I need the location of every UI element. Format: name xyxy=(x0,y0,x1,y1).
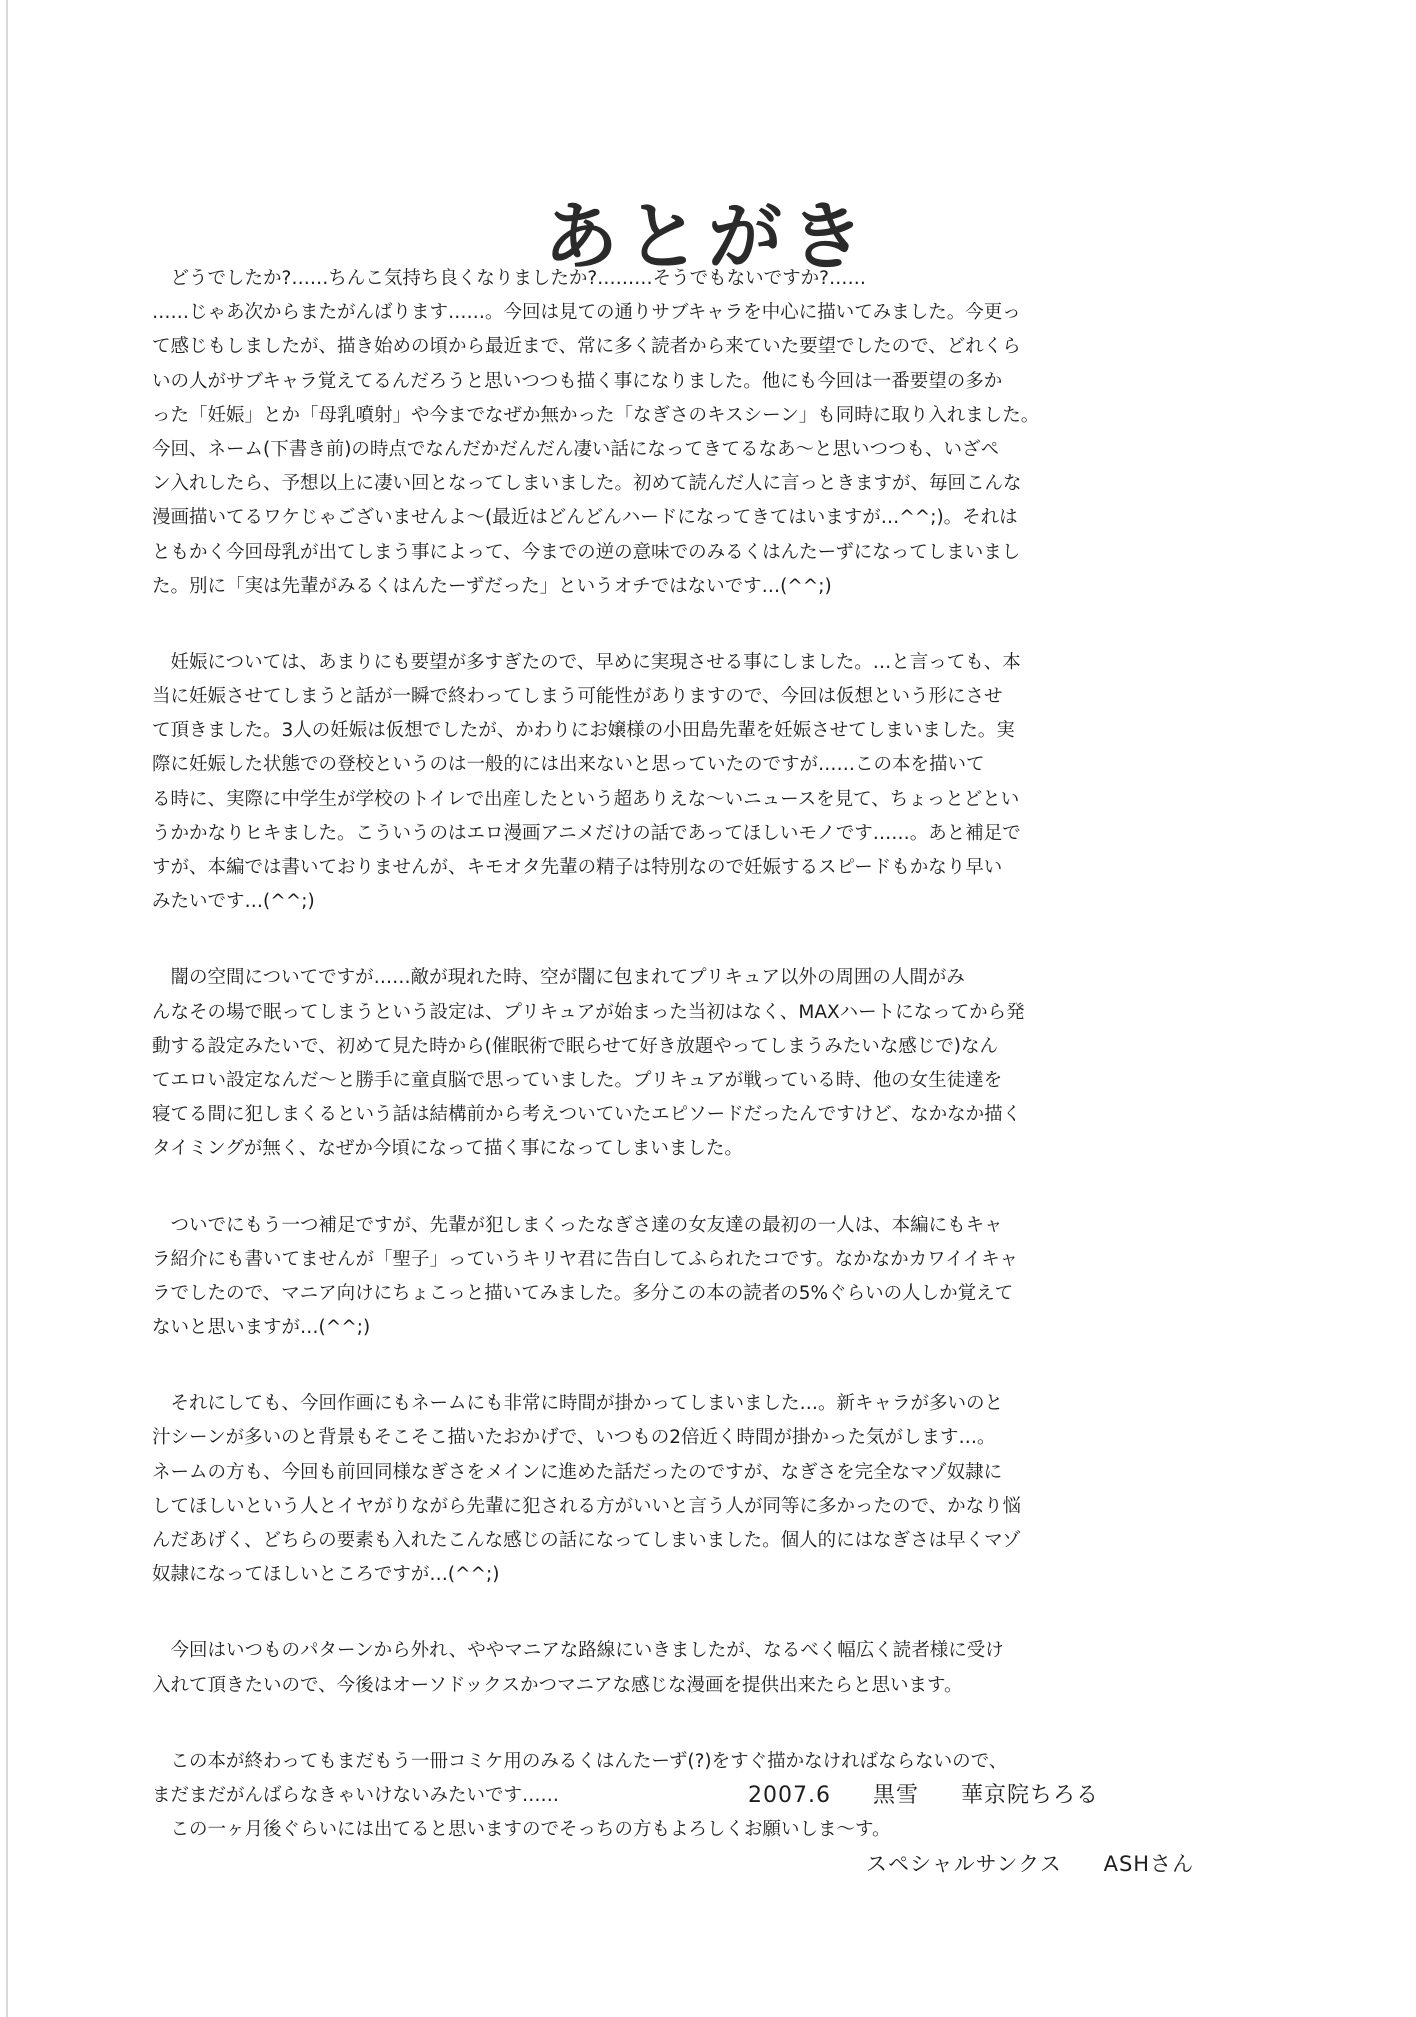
paragraph xyxy=(152,646,1264,920)
text-line: うかかなりヒキました。こういうのはエロ漫画アニメだけの話であってほしいモノです……。あと補足で xyxy=(152,822,1021,844)
text-line: どうでしたか?……ちんこ気持ち良くなりましたか?………そうでもないですか?…… xyxy=(152,268,866,289)
text-line: ラ紹介にも書いてませんが「聖子」っていうキリヤ君に告白してふられたコです。なかなかカワイイキャ xyxy=(152,1248,1019,1270)
text-line: ラでしたので、マニア向けにちょこっと描いてみました。多分この本の読者の5%ぐらいの人しか覚えて xyxy=(152,1282,1014,1304)
text-line: 汁シーンが多いのと背景もそこそこ描いたおかげで、いつもの2倍近く時間が掛かった気がします…。 xyxy=(152,1427,996,1449)
signature-date: 2007.6 xyxy=(748,1783,831,1808)
text-line: 闇の空間についてですが……敵が現れた時、空が闇に包まれてプリキュア以外の周囲の人間がみ xyxy=(152,967,965,989)
signature-circle: 黒雪 xyxy=(872,1783,919,1808)
text-line: る時に、実際に中学生が学校のトイレで出産したという超ありえな〜いニュースを見て、ちょっとどとい xyxy=(152,788,1020,810)
text-line: 妊娠については、あまりにも要望が多すぎたので、早めに実現させる事にしました。…と言っても、本 xyxy=(152,651,1021,673)
text-line: 寝てる間に犯しまくるという話は結構前から考えついていたエピソードだったんですけど、なかなか描く xyxy=(152,1104,1022,1126)
special-thanks xyxy=(866,1848,1228,1878)
afterword-body xyxy=(152,262,1264,1889)
paragraph xyxy=(152,1209,1264,1346)
text-line: んだあげく、どちらの要素も入れたこんな感じの話になってしまいました。個人的にはなぎさは早くマゾ xyxy=(152,1530,1021,1551)
text-line: この一ヶ月後ぐらいには出てると思いますのでそっちの方もよろしくお願いしま〜す。 xyxy=(152,1819,891,1841)
page-binding-edge xyxy=(6,0,8,2017)
text-line: みたいです…(^^;) xyxy=(152,891,315,913)
text-line: 奴隷になってほしいところですが…(^^;) xyxy=(152,1564,500,1586)
signature-author: 華京院ちろる xyxy=(961,1783,1100,1808)
text-line: 動する設定みたいで、初めて見た時から(催眠術で眠らせて好き放題やってしまうみたいな感じで)なん xyxy=(152,1035,999,1057)
text-line: た。別に「実は先輩がみるくはんたーずだった」というオチではないです…(^^;) xyxy=(152,575,832,597)
text-line: ともかく今回母乳が出てしまう事によって、今までの逆の意味でのみるくはんたーずになってしまいまし xyxy=(152,541,1021,563)
text-line: て感じもしましたが、描き始めの頃から最近まで、常に多く読者から来ていた要望でしたので、どれくら xyxy=(152,336,1021,358)
paragraph xyxy=(152,1634,1264,1702)
page-title: あとがき xyxy=(544,193,872,280)
text-line: てエロい設定なんだ〜と勝手に童貞脳で思っていました。プリキュアが戦っている時、他の女生徒達を xyxy=(152,1069,1003,1091)
text-line: ン入れしたら、予想以上に凄い回となってしまいました。初めて読んだ人に言っときますが、毎回こんな xyxy=(152,473,1022,495)
text-line: 際に妊娠した状態での登校というのは一般的には出来ないと思っていたのですが……この本を描いて xyxy=(152,754,985,776)
signature-line xyxy=(748,1778,1133,1809)
text-line: まだまだがんばらなきゃいけないみたいです…… xyxy=(152,1784,560,1806)
text-line: 今回、ネーム(下書き前)の時点でなんだかだんだん凄い話になってきてるなあ〜と思いつつも、いざペ xyxy=(152,438,999,460)
text-line: ついでにもう一つ補足ですが、先輩が犯しまくったなぎさ達の女友達の最初の一人は、本編にもキャ xyxy=(152,1214,1003,1236)
text-line: いの人がサブキャラ覚えてるんだろうと思いつつも描く事になりました。他にも今回は一番要望の多か xyxy=(152,370,1003,392)
text-line: った「妊娠」とか「母乳噴射」や今までなぜか無かった「なぎさのキスシーン」も同時に取り入れました。 xyxy=(152,404,1040,426)
text-line: ないと思いますが…(^^;) xyxy=(152,1317,371,1339)
text-line: んなその場で眠ってしまうという設定は、プリキュアが始まった当初はなく、MAXハートになってから発 xyxy=(152,1001,1025,1023)
special-thanks-label: スペシャルサンクス xyxy=(866,1852,1062,1876)
text-line: ネームの方も、今回も前回同様なぎさをメインに進めた話だったのですが、なぎさを完全なマゾ奴隷に xyxy=(152,1461,1003,1483)
text-line: タイミングが無く、なぜか今頃になって描く事になってしまいました。 xyxy=(152,1138,743,1160)
text-line: すが、本編では書いておりませんが、キモオタ先輩の精子は特別なので妊娠するスピードもかなり早い xyxy=(152,857,1003,878)
special-thanks-name: ASHさん xyxy=(1103,1852,1195,1876)
text-line: 当に妊娠させてしまうと話が一瞬で終わってしまう可能性がありますので、今回は仮想という形にさせ xyxy=(152,686,1003,708)
text-line: 漫画描いてるワケじゃございませんよ〜(最近はどんどんハードになってきてはいますが…^^;)。それは xyxy=(152,507,1018,529)
text-line: 入れて頂きたいので、今後はオーソドックスかつマニアな感じな漫画を提供出来たらと思います。 xyxy=(152,1674,963,1696)
text-line: それにしても、今回作画にもネームにも非常に時間が掛かってしまいました…。新キャラが多いのと xyxy=(152,1393,1004,1415)
paragraph xyxy=(152,1387,1264,1592)
text-line: この本が終わってもまだもう一冊コミケ用のみるくはんたーず(?)をすぐ描かなければならないので、 xyxy=(152,1750,1008,1772)
paragraph xyxy=(152,262,1264,604)
text-line: 今回はいつものパターンから外れ、ややマニアな路線にいきましたが、なるべく幅広く読者様に受け xyxy=(152,1640,1004,1662)
paragraph xyxy=(152,961,1264,1166)
text-line: してほしいという人とイヤがりながら先輩に犯される方がいいと言う人が同等に多かったので、かなり悩 xyxy=(152,1495,1022,1517)
text-line: ……じゃあ次からまたがんばります……。今回は見ての通りサブキャラを中心に描いてみました。今更っ xyxy=(152,302,1021,324)
text-line: て頂きました。3人の妊娠は仮想でしたが、かわりにお嬢様の小田島先輩を妊娠させてしまいました。実 xyxy=(152,720,1015,742)
